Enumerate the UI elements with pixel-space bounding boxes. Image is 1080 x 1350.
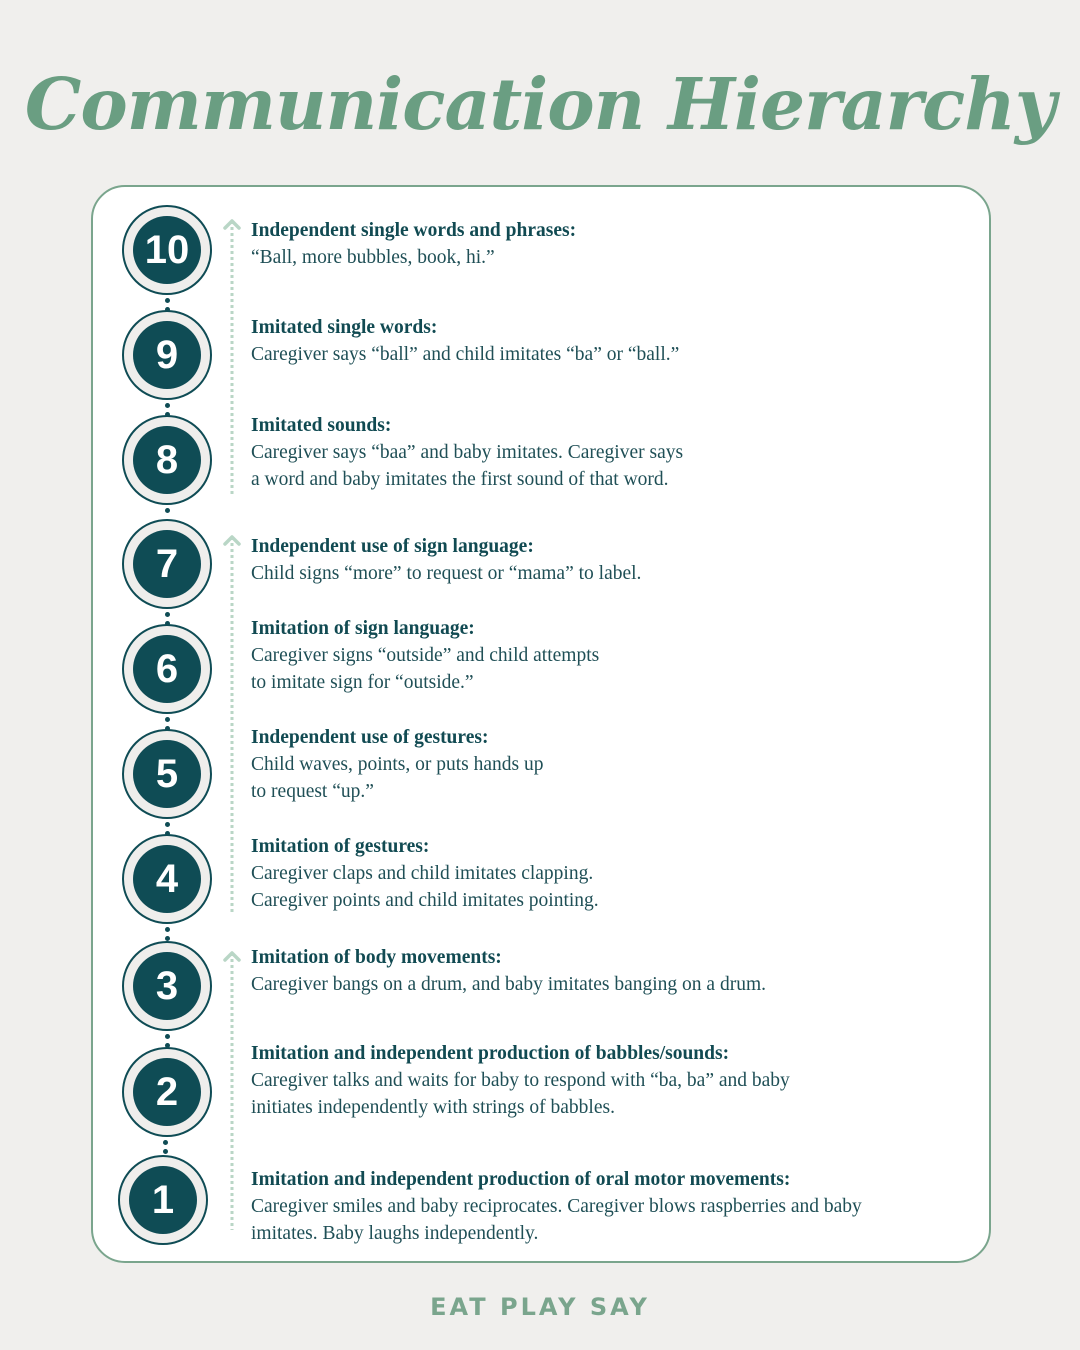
step-description-line: Caregiver bangs on a drum, and baby imitates banging on a drum. (251, 974, 766, 995)
step-description-line: initiates independently with strings of babbles. (251, 1097, 615, 1118)
step-description-line: to imitate sign for “outside.” (251, 672, 474, 693)
step-title: Independent use of sign language: (251, 536, 534, 557)
step-number: 8 (133, 426, 201, 494)
step-description-line: a word and baby imitates the first sound of that word. (251, 469, 669, 490)
step-number: 1 (129, 1166, 197, 1234)
step-description-line: Child signs “more” to request or “mama” to label. (251, 563, 642, 584)
progress-arrow-icon (221, 533, 243, 912)
step-number: 9 (133, 321, 201, 389)
step-badge (122, 1047, 212, 1137)
connector-dot (165, 403, 170, 408)
step-text-block (251, 1040, 971, 1121)
step-title: Imitation and independent production of oral motor movements: (251, 1169, 791, 1190)
page-title: Communication Hierarchy (24, 62, 1056, 146)
step-title: Imitated single words: (251, 317, 438, 338)
step-title: Imitation of sign language: (251, 618, 475, 639)
connector-dot (165, 936, 170, 941)
step-badge (122, 624, 212, 714)
step-title: Imitation and independent production of babbles/sounds: (251, 1043, 730, 1064)
connector-dot (165, 717, 170, 722)
connector-dot (165, 927, 170, 932)
step-number: 7 (133, 530, 201, 598)
step-text-block (251, 533, 971, 587)
step-number: 5 (133, 740, 201, 808)
brand-footer: EAT PLAY SAY (430, 1293, 650, 1321)
step-description-line: Caregiver says “baa” and baby imitates. Caregiver says (251, 442, 684, 463)
progress-arrow-icon (221, 949, 243, 1230)
step-description-line: Caregiver signs “outside” and child attempts (251, 645, 600, 666)
connector-dot (163, 1140, 168, 1145)
progress-arrow-icon (221, 217, 243, 495)
step-title: Imitated sounds: (251, 415, 392, 436)
connector-dot (165, 298, 170, 303)
step-badge (122, 729, 212, 819)
step-description-line: Caregiver talks and waits for baby to respond with “ba, ba” and baby (251, 1070, 790, 1091)
step-text-block (251, 615, 971, 696)
step-title: Independent use of gestures: (251, 727, 489, 748)
step-description-line: Caregiver smiles and baby reciprocates. Caregiver blows raspberries and baby (251, 1196, 862, 1217)
step-number: 3 (133, 952, 201, 1020)
step-text-block (251, 944, 971, 998)
step-text-block (251, 833, 971, 914)
step-title: Imitation of body movements: (251, 947, 502, 968)
connector-dot (165, 822, 170, 827)
step-number: 6 (133, 635, 201, 703)
connector-dot (165, 1034, 170, 1039)
step-title: Imitation of gestures: (251, 836, 430, 857)
step-badge (118, 1155, 208, 1245)
step-description-line: imitates. Baby laughs independently. (251, 1223, 539, 1244)
step-text-block (251, 217, 971, 271)
step-number: 2 (133, 1058, 201, 1126)
step-badge (122, 205, 212, 295)
step-text-block (251, 314, 971, 368)
connector-dot (163, 1149, 168, 1154)
step-number: 4 (133, 845, 201, 913)
step-badge (122, 310, 212, 400)
step-badge (122, 415, 212, 505)
step-text-block (251, 412, 971, 493)
step-badge (122, 834, 212, 924)
connector-dot (165, 508, 170, 513)
step-badge (122, 941, 212, 1031)
step-text-block (251, 1166, 971, 1247)
step-number: 10 (133, 216, 201, 284)
step-description-line: Caregiver claps and child imitates clapping. (251, 863, 594, 884)
step-description-line: Child waves, points, or puts hands up (251, 754, 544, 775)
step-description-line: Caregiver says “ball” and child imitates “ba” or “ball.” (251, 344, 680, 365)
step-title: Independent single words and phrases: (251, 220, 577, 241)
step-description-line: to request “up.” (251, 781, 374, 802)
step-description-line: Caregiver points and child imitates pointing. (251, 890, 599, 911)
step-text-block (251, 724, 971, 805)
step-description-line: “Ball, more bubbles, book, hi.” (251, 247, 495, 268)
connector-dot (165, 612, 170, 617)
step-badge (122, 519, 212, 609)
